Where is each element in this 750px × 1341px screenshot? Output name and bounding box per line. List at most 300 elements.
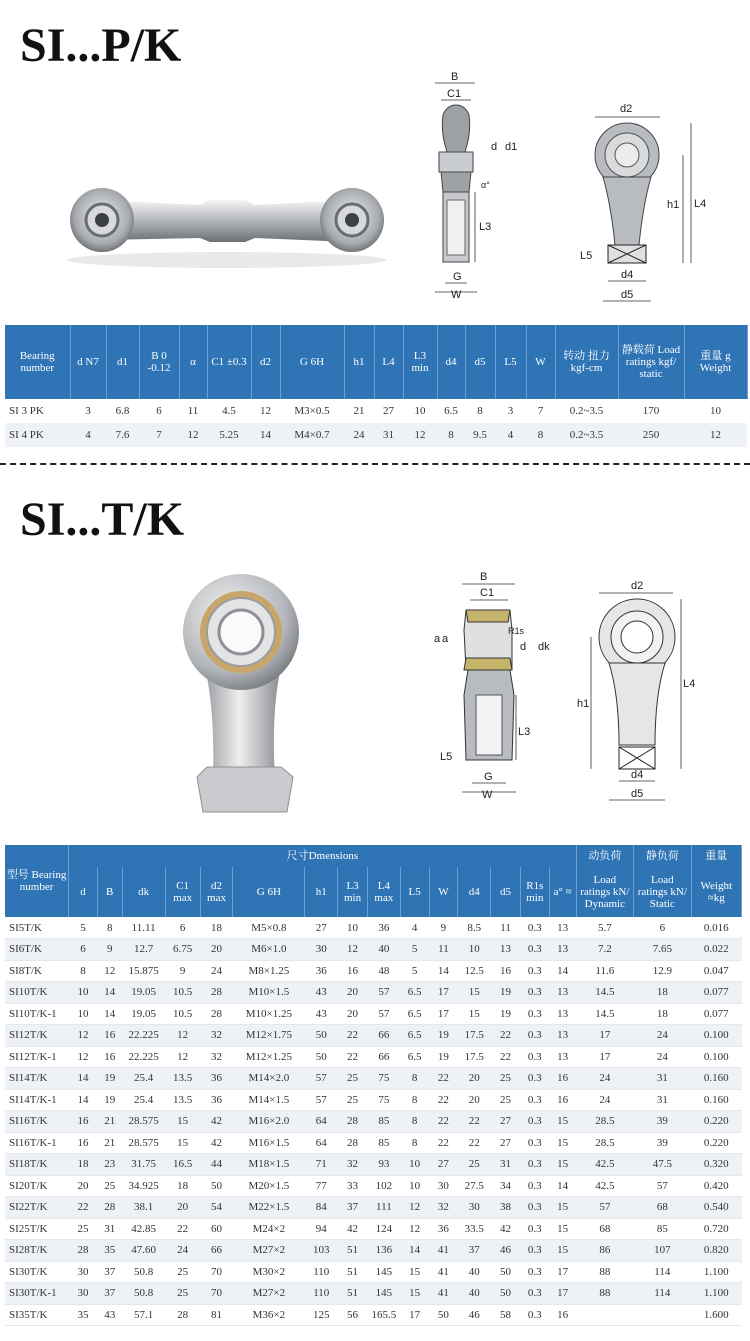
value-cell: 50 (491, 1283, 521, 1305)
value-cell: 3 (85, 405, 91, 417)
value-cell: 15 (549, 1154, 576, 1176)
value-cell: 0.100 (691, 1046, 741, 1068)
value-cell: 57 (305, 1068, 338, 1090)
value-cell: 0.220 (691, 1132, 741, 1154)
value-cell: 28 (69, 1240, 98, 1262)
svg-text:a: a (434, 633, 441, 645)
table-row (5, 423, 747, 447)
value-cell: 37 (458, 1240, 491, 1262)
value-cell: 12 (400, 1218, 429, 1240)
value-cell: 21 (353, 405, 365, 417)
header-cell: d5 (491, 867, 521, 917)
value-cell: 6 (69, 939, 98, 961)
value-cell: 19 (429, 1046, 458, 1068)
value-cell: 13.5 (165, 1089, 200, 1111)
value-cell: 23 (97, 1154, 122, 1176)
value-cell: 0.022 (691, 939, 741, 961)
value-cell: 57 (576, 1197, 634, 1219)
value-cell: 0.820 (691, 1240, 741, 1262)
value-cell: 25.4 (122, 1068, 165, 1090)
value-cell: 13 (549, 982, 576, 1004)
value-cell: 8 (400, 1132, 429, 1154)
value-cell: 50 (429, 1304, 458, 1326)
value-cell: 14 (549, 960, 576, 982)
header-cell: L3 min (403, 325, 437, 399)
svg-text:C1: C1 (480, 587, 495, 599)
value-cell: 88 (576, 1261, 634, 1283)
header-cell: B (97, 867, 122, 917)
value-cell: 4 (70, 423, 106, 447)
value-cell: 28.5 (576, 1111, 634, 1133)
header-cell: α (179, 325, 207, 399)
value-cell: 15 (400, 1283, 429, 1305)
pk-spec-table (5, 325, 748, 447)
value-cell: 8.5 (458, 917, 491, 939)
value-cell: 94 (305, 1218, 338, 1240)
value-cell: 51 (338, 1283, 368, 1305)
value-cell: 28 (338, 1132, 368, 1154)
value-cell: M10×1.25 (233, 1003, 305, 1025)
value-cell: 47.5 (634, 1154, 692, 1176)
svg-text:α°: α° (481, 180, 490, 190)
value-cell: 0.3 (520, 1003, 549, 1025)
header-cell: C1 max (165, 867, 200, 917)
value-cell: 22 (338, 1025, 368, 1047)
value-cell: 42.85 (122, 1218, 165, 1240)
value-cell: 0.3 (520, 1025, 549, 1047)
model-cell: SI16T/K (5, 1111, 69, 1133)
value-cell: 34.925 (122, 1175, 165, 1197)
value-cell: 145 (367, 1261, 400, 1283)
value-cell: 15.875 (122, 960, 165, 982)
value-cell: 13 (549, 1046, 576, 1068)
value-cell: 35 (69, 1304, 98, 1326)
value-cell: 15 (549, 1218, 576, 1240)
value-cell: 85 (367, 1132, 400, 1154)
value-cell: 36 (305, 960, 338, 982)
value-cell: 250 (618, 423, 684, 447)
value-cell: 85 (367, 1111, 400, 1133)
value-cell: 42.5 (576, 1154, 634, 1176)
model-cell: SI12T/K-1 (5, 1046, 69, 1068)
model-cell: SI 3 PK (9, 405, 44, 417)
value-cell: 15 (549, 1132, 576, 1154)
value-cell: 68 (576, 1218, 634, 1240)
value-cell: 28 (338, 1111, 368, 1133)
value-cell: 46 (491, 1240, 521, 1262)
value-cell: 6.5 (400, 1003, 429, 1025)
value-cell: 19 (491, 1003, 521, 1025)
value-cell: 15 (458, 982, 491, 1004)
value-cell: 14.5 (576, 1003, 634, 1025)
model-cell: SI22T/K (5, 1197, 69, 1219)
svg-text:d2: d2 (631, 580, 644, 592)
svg-text:d5: d5 (621, 289, 634, 301)
value-cell: 30 (429, 1175, 458, 1197)
value-cell: 9.5 (465, 423, 495, 447)
value-cell: 12 (69, 1046, 98, 1068)
value-cell: 36 (429, 1218, 458, 1240)
model-cell: SI14T/K-1 (5, 1089, 69, 1111)
header-cell: h1 (305, 867, 338, 917)
model-cell: SI25T/K (5, 1218, 69, 1240)
value-cell: 41 (429, 1283, 458, 1305)
value-cell: 18 (165, 1175, 200, 1197)
value-cell: 19 (491, 982, 521, 1004)
value-cell: 84 (305, 1197, 338, 1219)
value-cell: 24 (576, 1068, 634, 1090)
value-cell: M36×2 (233, 1304, 305, 1326)
value-cell: 0.077 (691, 1003, 741, 1025)
value-cell: M14×1.5 (233, 1089, 305, 1111)
table-row (5, 939, 742, 961)
value-cell: 50 (305, 1046, 338, 1068)
value-cell: 165.5 (367, 1304, 400, 1326)
value-cell: 5 (69, 917, 98, 939)
table-row (5, 917, 742, 939)
value-cell: 25 (69, 1218, 98, 1240)
value-cell: 22 (429, 1111, 458, 1133)
value-cell: M5×0.8 (233, 917, 305, 939)
model-cell: SI30T/K (5, 1261, 69, 1283)
value-cell: 0.3 (520, 1197, 549, 1219)
value-cell: 38 (491, 1197, 521, 1219)
model-cell: SI14T/K (5, 1068, 69, 1090)
value-cell: M4×0.7 (280, 423, 344, 447)
value-cell: 8 (97, 917, 122, 939)
value-cell: 33.5 (458, 1218, 491, 1240)
value-cell: 4 (495, 423, 526, 447)
header-model: 型号 Bearing number (5, 845, 69, 917)
value-cell: 66 (367, 1046, 400, 1068)
value-cell: 56 (338, 1304, 368, 1326)
value-cell: 32 (200, 1046, 233, 1068)
value-cell: 66 (200, 1240, 233, 1262)
value-cell: 21 (97, 1132, 122, 1154)
header-cell: d1 (106, 325, 139, 399)
value-cell: 16 (549, 1304, 576, 1326)
header-cell: C1 ±0.3 (207, 325, 251, 399)
value-cell: 0.3 (520, 1175, 549, 1197)
value-cell: 57 (305, 1089, 338, 1111)
value-cell: 16 (97, 1025, 122, 1047)
value-cell: 41 (429, 1240, 458, 1262)
table-row (5, 1240, 742, 1262)
value-cell: 6.5 (400, 982, 429, 1004)
value-cell: M22×1.5 (233, 1197, 305, 1219)
value-cell: 27.5 (458, 1175, 491, 1197)
header-cell: d (69, 867, 98, 917)
value-cell: 0.3 (520, 960, 549, 982)
value-cell: 111 (367, 1197, 400, 1219)
value-cell: 40 (458, 1261, 491, 1283)
model-cell: SI12T/K (5, 1025, 69, 1047)
header-cell: d5 (465, 325, 495, 399)
value-cell: 28.575 (122, 1111, 165, 1133)
value-cell: 64 (305, 1111, 338, 1133)
value-cell: 39 (634, 1111, 692, 1133)
section-divider (0, 463, 750, 465)
section-title-tk: SI...T/K (20, 493, 185, 546)
value-cell: 0.3 (520, 1283, 549, 1305)
value-cell: 114 (634, 1283, 692, 1305)
table-row (5, 1218, 742, 1240)
value-cell: 28 (200, 982, 233, 1004)
value-cell: M30×2 (233, 1261, 305, 1283)
value-cell: 50.8 (122, 1261, 165, 1283)
value-cell: 9 (429, 917, 458, 939)
value-cell: 11.11 (122, 917, 165, 939)
value-cell: 19 (97, 1089, 122, 1111)
svg-text:h1: h1 (577, 698, 590, 710)
value-cell: 8 (400, 1111, 429, 1133)
header-cell: Weight ≈kg (691, 867, 741, 917)
value-cell: 8 (400, 1089, 429, 1111)
value-cell: 50 (305, 1025, 338, 1047)
value-cell: 8 (69, 960, 98, 982)
value-cell: 5 (400, 939, 429, 961)
value-cell: 17 (400, 1304, 429, 1326)
value-cell: 10.5 (165, 1003, 200, 1025)
value-cell: M20×1.5 (233, 1175, 305, 1197)
value-cell: 12 (338, 939, 368, 961)
value-cell: 19 (97, 1068, 122, 1090)
table-row (5, 1175, 742, 1197)
value-cell: 12 (165, 1025, 200, 1047)
value-cell: 57 (367, 1003, 400, 1025)
table-row (5, 1046, 742, 1068)
value-cell: 24 (200, 960, 233, 982)
header-cell: G 6H (233, 867, 305, 917)
value-cell: 0.047 (691, 960, 741, 982)
value-cell: 20 (338, 1003, 368, 1025)
model-cell: SI28T/K (5, 1240, 69, 1262)
value-cell: 0.3 (520, 1132, 549, 1154)
table-row (5, 960, 742, 982)
header-cell: W (429, 867, 458, 917)
value-cell: 102 (367, 1175, 400, 1197)
value-cell: 22 (458, 1111, 491, 1133)
header-cell: d N7 (70, 325, 106, 399)
value-cell: 110 (305, 1261, 338, 1283)
svg-text:L4: L4 (683, 678, 696, 690)
value-cell: 12 (69, 1025, 98, 1047)
model-cell: SI35T/K (5, 1304, 69, 1326)
header-cell: d2 (251, 325, 280, 399)
value-cell: M12×1.25 (233, 1046, 305, 1068)
value-cell: M6×1.0 (233, 939, 305, 961)
value-cell: 145 (367, 1283, 400, 1305)
value-cell: M12×1.75 (233, 1025, 305, 1047)
svg-text:L5: L5 (440, 751, 453, 763)
value-cell: 22 (165, 1218, 200, 1240)
value-cell: 35 (97, 1240, 122, 1262)
value-cell: 6.8 (115, 405, 130, 417)
svg-text:B: B (451, 71, 459, 83)
svg-text:R1s: R1s (508, 626, 525, 636)
value-cell: 114 (634, 1261, 692, 1283)
value-cell: 51 (338, 1261, 368, 1283)
value-cell: 22 (491, 1025, 521, 1047)
value-cell: 0.3 (520, 917, 549, 939)
value-cell: 22 (491, 1046, 521, 1068)
value-cell: 47.60 (122, 1240, 165, 1262)
value-cell: 16 (491, 960, 521, 982)
value-cell: 10 (710, 405, 721, 417)
value-cell: 125 (305, 1304, 338, 1326)
value-cell: 42 (338, 1218, 368, 1240)
value-cell: 136 (367, 1240, 400, 1262)
value-cell: 51 (338, 1240, 368, 1262)
value-cell: 107 (634, 1240, 692, 1262)
value-cell: 37 (338, 1197, 368, 1219)
svg-text:L5: L5 (580, 250, 593, 262)
table-row (5, 1089, 742, 1111)
value-cell: 3 (507, 405, 514, 417)
value-cell: 12 (684, 423, 747, 447)
value-cell: 24 (634, 1046, 692, 1068)
value-cell: 6.5 (400, 1046, 429, 1068)
value-cell: 71 (305, 1154, 338, 1176)
header-cell: 静载荷 Load ratings kgf/ static (618, 325, 684, 399)
header-cell: Load ratings kN/ Static (634, 867, 692, 917)
tk-spec-table (5, 845, 742, 1326)
svg-text:h1: h1 (667, 199, 680, 211)
value-cell: M16×2.0 (233, 1111, 305, 1133)
value-cell: 10 (458, 939, 491, 961)
value-cell: 25.4 (122, 1089, 165, 1111)
value-cell: 60 (200, 1218, 233, 1240)
value-cell: 16 (549, 1068, 576, 1090)
value-cell: 5.25 (207, 423, 251, 447)
value-cell: 10.5 (165, 982, 200, 1004)
svg-text:L4: L4 (694, 198, 707, 210)
header-cell: L5 (495, 325, 526, 399)
value-cell: 8 (477, 405, 483, 417)
value-cell: 31 (634, 1089, 692, 1111)
value-cell: 6.75 (165, 939, 200, 961)
value-cell: 17 (429, 982, 458, 1004)
value-cell: 24 (576, 1089, 634, 1111)
value-cell: 0.160 (691, 1068, 741, 1090)
value-cell: 10 (400, 1154, 429, 1176)
value-cell: 32 (338, 1154, 368, 1176)
value-cell: 37 (97, 1261, 122, 1283)
value-cell: 16 (338, 960, 368, 982)
value-cell: 13 (549, 939, 576, 961)
header-cell: dk (122, 867, 165, 917)
value-cell: 124 (367, 1218, 400, 1240)
value-cell: 10 (414, 405, 426, 417)
pk-front-diagram (575, 95, 710, 305)
value-cell: 22.225 (122, 1025, 165, 1047)
value-cell: 25 (491, 1068, 521, 1090)
value-cell: 70 (200, 1283, 233, 1305)
header-dimensions: 尺寸Dmensions (69, 845, 576, 867)
value-cell: 17 (549, 1261, 576, 1283)
header-cell: W (526, 325, 555, 399)
value-cell: 57 (367, 982, 400, 1004)
header-cell: R1s min (520, 867, 549, 917)
value-cell: 13 (549, 1003, 576, 1025)
value-cell: 75 (367, 1089, 400, 1111)
value-cell: 16.5 (165, 1154, 200, 1176)
pk-side-diagram (425, 70, 518, 305)
value-cell: 12 (165, 1046, 200, 1068)
value-cell: 17.5 (458, 1046, 491, 1068)
value-cell: 20 (458, 1089, 491, 1111)
value-cell: M10×1.5 (233, 982, 305, 1004)
value-cell: 12 (403, 423, 437, 447)
value-cell: 42 (491, 1218, 521, 1240)
value-cell: 14 (400, 1240, 429, 1262)
value-cell: 19 (429, 1025, 458, 1047)
table-row (5, 1132, 742, 1154)
value-cell: 1.100 (691, 1283, 741, 1305)
value-cell: 57 (634, 1175, 692, 1197)
value-cell: 25 (97, 1175, 122, 1197)
value-cell: 13 (549, 1025, 576, 1047)
svg-text:L3: L3 (518, 726, 531, 738)
value-cell: 43 (305, 982, 338, 1004)
value-cell: 103 (305, 1240, 338, 1262)
value-cell: 27 (491, 1132, 521, 1154)
header-cell: L3 min (338, 867, 368, 917)
value-cell: 25 (165, 1283, 200, 1305)
value-cell: 7.2 (576, 939, 634, 961)
value-cell: 20 (200, 939, 233, 961)
value-cell: 12 (97, 960, 122, 982)
value-cell: 0.160 (691, 1089, 741, 1111)
value-cell: 11 (187, 405, 199, 417)
value-cell: 7 (537, 405, 544, 417)
value-cell: 27 (305, 917, 338, 939)
value-cell (576, 1304, 634, 1326)
table-row (5, 1025, 742, 1047)
header-cell: a° ≈ (549, 867, 576, 917)
value-cell: M24×2 (233, 1218, 305, 1240)
table-row (5, 1304, 742, 1326)
svg-text:L3: L3 (479, 221, 492, 233)
value-cell: 16 (69, 1132, 98, 1154)
header-weight: 重量 (691, 845, 741, 867)
value-cell: 0.320 (691, 1154, 741, 1176)
tk-product-photo (175, 572, 305, 817)
value-cell: M16×1.5 (233, 1132, 305, 1154)
value-cell: 8 (400, 1068, 429, 1090)
value-cell: 20 (69, 1175, 98, 1197)
value-cell: 36 (200, 1089, 233, 1111)
header-cell: d4 (437, 325, 465, 399)
value-cell: 14 (97, 1003, 122, 1025)
pk-product-photo (60, 180, 395, 275)
value-cell: 1.600 (691, 1304, 741, 1326)
value-cell: 14 (429, 960, 458, 982)
value-cell: 14.5 (576, 982, 634, 1004)
value-cell: 77 (305, 1175, 338, 1197)
value-cell: 19.05 (122, 1003, 165, 1025)
value-cell: M8×1.25 (233, 960, 305, 982)
value-cell: 43 (97, 1304, 122, 1326)
header-dynamic: 动负荷 (576, 845, 634, 867)
value-cell: 0.3 (520, 1240, 549, 1262)
value-cell: 17 (549, 1283, 576, 1305)
svg-text:d1: d1 (505, 141, 518, 153)
value-cell: 75 (367, 1068, 400, 1090)
value-cell: 12.5 (458, 960, 491, 982)
value-cell: 11 (429, 939, 458, 961)
table-row (5, 1283, 742, 1305)
